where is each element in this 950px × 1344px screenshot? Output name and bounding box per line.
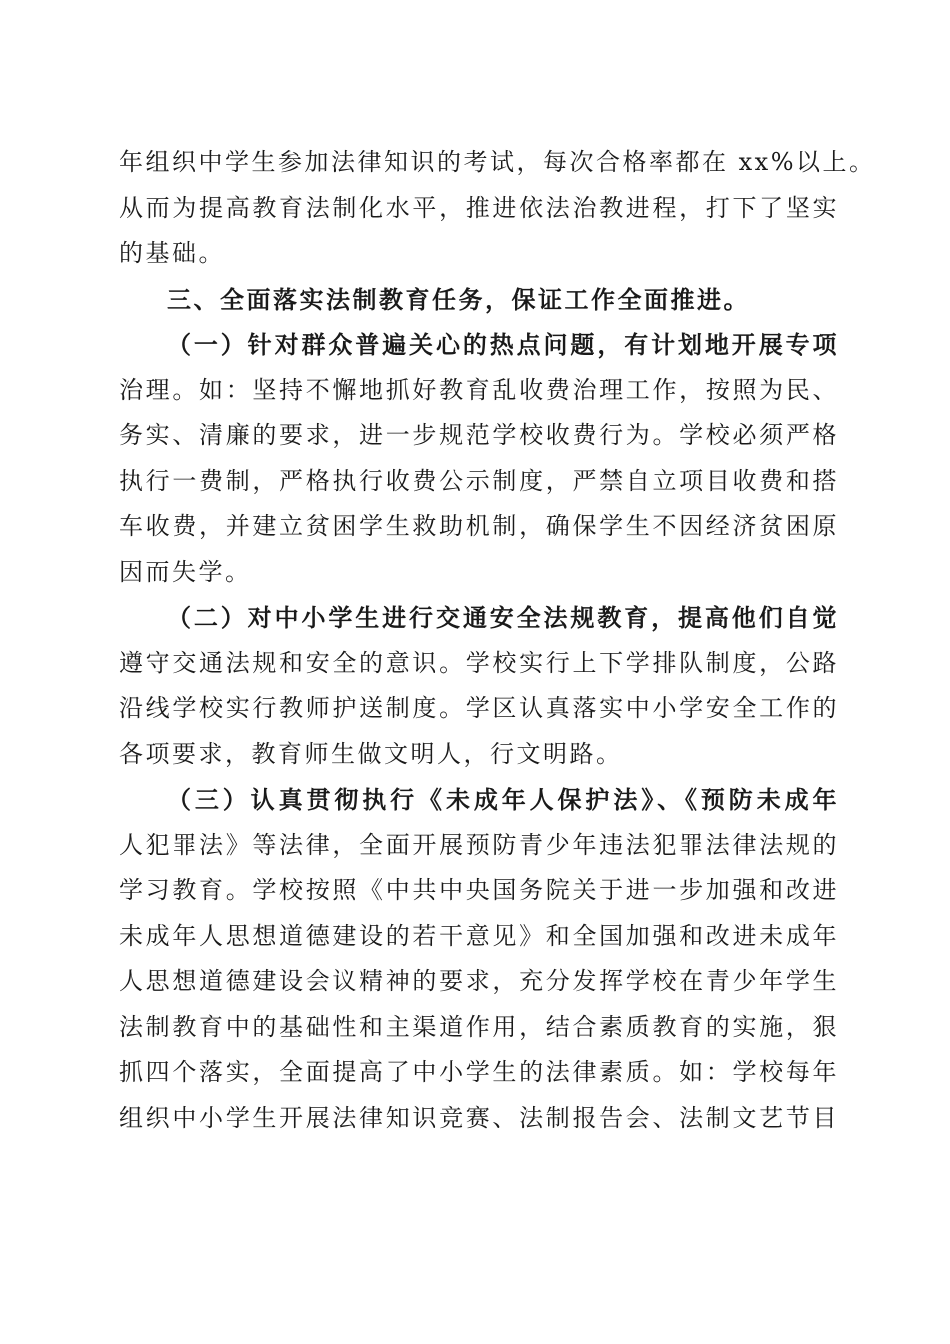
text-line: 车收费，并建立贫困学生救助机制，确保学生不因经济贫困原 bbox=[119, 512, 839, 540]
section-heading: 三、全面落实法制教育任务，保证工作全面推进。 bbox=[167, 284, 750, 314]
text-line: 遵守交通法规和安全的意识。学校实行上下学排队制度，公路 bbox=[119, 648, 839, 677]
text-line: （三）认真贯彻执行《未成年人保护法》、《预防未成年 bbox=[167, 785, 839, 814]
text-line: 的基础。 bbox=[119, 239, 225, 267]
text-line: 人思想道德建设会议精神的要求，充分发挥学校在青少年学生 bbox=[119, 967, 839, 995]
text-line: 法制教育中的基础性和主渠道作用，结合素质教育的实施，狠 bbox=[119, 1012, 839, 1041]
text-line: 从而为提高教育法制化水平，推进依法治教进程，打下了坚实 bbox=[119, 193, 839, 222]
text-line: 抓四个落实，全面提高了中小学生的法律素质。如：学校每年 bbox=[119, 1058, 839, 1086]
document-body bbox=[119, 140, 876, 1141]
text-line: （一）针对群众普遍关心的热点问题，有计划地开展专项 bbox=[167, 330, 839, 359]
text-line: 沿线学校实行教师护送制度。学区认真落实中小学安全工作的 bbox=[119, 694, 839, 722]
text-line: 组织中小学生开展法律知识竞赛、法制报告会、法制文艺节目 bbox=[119, 1103, 839, 1132]
text-line: 未成年人思想道德建设的若干意见》和全国加强和改进未成年 bbox=[119, 921, 839, 950]
text-line: 学习教育。学校按照《中共中央国务院关于进一步加强和改进 bbox=[119, 876, 839, 904]
text-line: （二）对中小学生进行交通安全法规教育，提高他们自觉 bbox=[167, 603, 839, 632]
text-line: 因而失学。 bbox=[119, 557, 252, 586]
text-line: 各项要求，教育师生做文明人，行文明路。 bbox=[119, 739, 623, 768]
text-line: 人犯罪法》等法律，全面开展预防青少年违法犯罪法律法规的 bbox=[119, 830, 839, 859]
text-line: 务实、清廉的要求，进一步规范学校收费行为。学校必须严格 bbox=[119, 421, 839, 449]
text-line: 治理。如：坚持不懈地抓好教育乱收费治理工作，按照为民、 bbox=[119, 375, 839, 404]
text-line: 年组织中学生参加法律知识的考试，每次合格率都在 xx%以上。 bbox=[119, 148, 876, 176]
text-line: 执行一费制，严格执行收费公示制度，严禁自立项目收费和搭 bbox=[119, 466, 839, 495]
